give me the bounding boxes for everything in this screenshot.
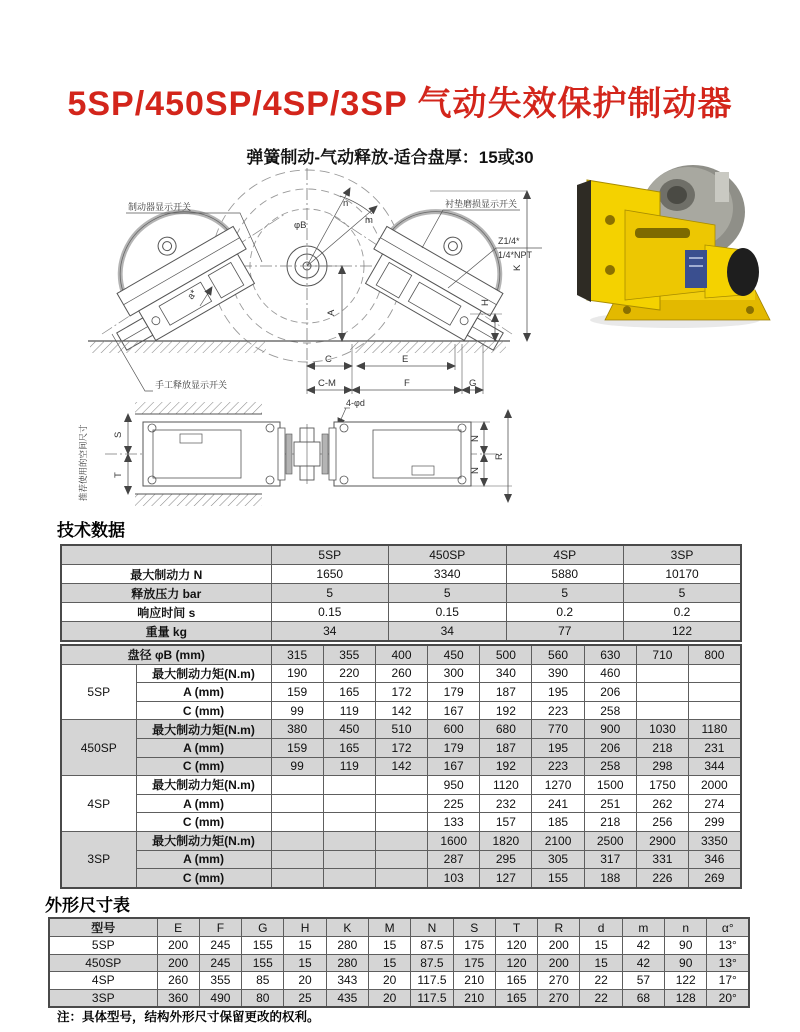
data-cell: 87.5 (411, 954, 453, 972)
data-cell: 120 (495, 954, 537, 972)
disc-data-row (61, 664, 741, 683)
thread-size-line1: Z1/4* (498, 236, 520, 246)
data-cell: 305 (532, 850, 584, 869)
data-cell: 0.15 (271, 603, 389, 622)
data-cell: 190 (271, 664, 323, 683)
disc-data-row (61, 701, 741, 720)
data-cell: 600 (428, 720, 480, 739)
data-cell: 179 (428, 683, 480, 702)
data-cell: 900 (584, 720, 636, 739)
model-label: 3SP (61, 831, 136, 887)
data-cell (375, 869, 427, 888)
column-header: N (411, 918, 453, 937)
data-cell: 103 (428, 869, 480, 888)
data-cell: 159 (271, 738, 323, 757)
column-header: α° (707, 918, 749, 937)
data-cell (375, 794, 427, 813)
dim-data-row (49, 937, 749, 955)
data-cell: 3340 (389, 565, 507, 584)
data-cell: 258 (584, 701, 636, 720)
tech-data-row (61, 584, 741, 603)
brake-engineering-diagram (50, 166, 570, 516)
data-cell: 360 (157, 989, 199, 1007)
data-cell: 287 (428, 850, 480, 869)
disc-data-row (61, 683, 741, 702)
data-cell: 241 (532, 794, 584, 813)
row-label: 释放压力 bar (61, 584, 271, 603)
data-cell (636, 701, 688, 720)
data-cell: 87.5 (411, 937, 453, 955)
data-cell: 280 (326, 954, 368, 972)
column-header: E (157, 918, 199, 937)
data-cell: 317 (584, 850, 636, 869)
data-cell: 185 (532, 813, 584, 832)
left-caliper-view (77, 187, 285, 355)
data-cell: 20° (707, 989, 749, 1007)
disc-data-row (61, 794, 741, 813)
data-cell (375, 813, 427, 832)
param-label: A (mm) (136, 683, 271, 702)
data-cell: 99 (271, 701, 323, 720)
data-cell: 165 (323, 683, 375, 702)
data-cell: 218 (636, 738, 688, 757)
disc-data-row (61, 831, 741, 850)
disc-diameter-header: 盘径 φB (mm) (61, 645, 271, 664)
data-cell (323, 794, 375, 813)
data-cell: 80 (242, 989, 284, 1007)
data-cell (375, 776, 427, 795)
data-cell: 142 (375, 757, 427, 776)
data-cell: 1750 (636, 776, 688, 795)
data-cell: 258 (584, 757, 636, 776)
data-cell: 77 (506, 622, 624, 642)
dim-data-row (49, 972, 749, 990)
data-cell: 251 (584, 794, 636, 813)
data-cell: 175 (453, 954, 495, 972)
dim-A: A (326, 309, 337, 316)
data-cell (271, 813, 323, 832)
data-cell: 5 (271, 584, 389, 603)
data-cell: 950 (428, 776, 480, 795)
data-cell (271, 869, 323, 888)
data-cell: 490 (199, 989, 241, 1007)
data-cell: 355 (199, 972, 241, 990)
data-cell: 127 (480, 869, 532, 888)
data-cell: 155 (532, 869, 584, 888)
param-label: C (mm) (136, 701, 271, 720)
data-cell: 159 (271, 683, 323, 702)
diameter-value: 355 (323, 645, 375, 664)
tech-data-row (61, 603, 741, 622)
data-cell: 20 (368, 989, 410, 1007)
diameter-value: 560 (532, 645, 584, 664)
diameter-value: 800 (689, 645, 741, 664)
column-header: T (495, 918, 537, 937)
data-cell: 232 (480, 794, 532, 813)
model-label: 5SP (61, 664, 136, 720)
model-label: 450SP (61, 720, 136, 776)
data-cell (689, 664, 741, 683)
dim-G: G (469, 378, 477, 389)
page-title: 5SP/450SP/4SP/3SP 气动失效保护制动器 (67, 85, 733, 123)
row-label: 最大制动力 N (61, 565, 271, 584)
data-cell: 460 (584, 664, 636, 683)
data-cell (375, 850, 427, 869)
nameplate (685, 250, 707, 288)
pad-plate (577, 180, 591, 302)
data-cell: 157 (480, 813, 532, 832)
dim-S: S (113, 431, 124, 438)
tech-data-row (61, 622, 741, 642)
brake-product-image (565, 150, 777, 332)
dim-header-row (49, 918, 749, 937)
data-cell: 155 (242, 954, 284, 972)
data-cell: 22 (580, 972, 622, 990)
param-label: 最大制动力矩(N.m) (136, 664, 271, 683)
pad-wear-switch-label: 衬垫磨损显示开关 (445, 199, 518, 209)
diameter-value: 400 (375, 645, 427, 664)
cylinder (727, 248, 759, 296)
data-cell: 223 (532, 757, 584, 776)
dim-N-lower: N (470, 467, 481, 474)
data-cell: 300 (428, 664, 480, 683)
disc-data-row (61, 738, 741, 757)
dim-E: E (402, 354, 409, 365)
data-cell: 1270 (532, 776, 584, 795)
data-cell (323, 850, 375, 869)
param-label: A (mm) (136, 738, 271, 757)
recommended-space-label: 推荐使用的空间尺寸 (78, 424, 88, 501)
data-cell: 344 (689, 757, 741, 776)
column-header: G (242, 918, 284, 937)
dim-C: C (325, 354, 332, 365)
column-header: d (580, 918, 622, 937)
data-cell: 192 (480, 757, 532, 776)
data-cell: 3350 (689, 831, 741, 850)
data-cell: 42 (622, 954, 664, 972)
data-cell (271, 794, 323, 813)
data-cell (323, 813, 375, 832)
dim-data-row (49, 954, 749, 972)
param-label: A (mm) (136, 850, 271, 869)
data-cell: 262 (636, 794, 688, 813)
data-cell (636, 683, 688, 702)
data-cell: 295 (480, 850, 532, 869)
data-cell: 210 (453, 989, 495, 1007)
dim-4d: 4-φd (346, 398, 365, 408)
data-cell: 256 (636, 813, 688, 832)
data-cell: 167 (428, 701, 480, 720)
model-label: 5SP (49, 937, 157, 955)
data-cell: 435 (326, 989, 368, 1007)
data-cell: 206 (584, 738, 636, 757)
data-cell: 34 (271, 622, 389, 642)
tech-header-row (61, 545, 741, 565)
data-cell: 15 (368, 954, 410, 972)
data-cell: 13° (707, 937, 749, 955)
column-header: 3SP (624, 545, 742, 565)
diameter-value: 315 (271, 645, 323, 664)
data-cell: 0.2 (506, 603, 624, 622)
data-cell: 270 (538, 989, 580, 1007)
column-header: 型号 (49, 918, 157, 937)
data-cell: 299 (689, 813, 741, 832)
data-cell: 117.5 (411, 972, 453, 990)
data-cell: 298 (636, 757, 688, 776)
data-cell: 15 (368, 937, 410, 955)
data-cell: 5880 (506, 565, 624, 584)
data-cell: 195 (532, 738, 584, 757)
data-cell (271, 831, 323, 850)
column-header: S (453, 918, 495, 937)
param-label: A (mm) (136, 794, 271, 813)
dim-a-star: a* (185, 288, 200, 302)
disc-data-row (61, 813, 741, 832)
data-cell: 68 (622, 989, 664, 1007)
data-cell: 57 (622, 972, 664, 990)
data-cell: 200 (538, 954, 580, 972)
column-header: F (199, 918, 241, 937)
data-cell: 165 (323, 738, 375, 757)
param-label: C (mm) (136, 869, 271, 888)
param-label: 最大制动力矩(N.m) (136, 720, 271, 739)
dim-R: R (494, 453, 505, 460)
tech-data-table (60, 544, 742, 642)
column-header: m (622, 918, 664, 937)
model-label: 4SP (61, 776, 136, 832)
data-cell: 172 (375, 738, 427, 757)
data-cell (636, 664, 688, 683)
dim-K: K (512, 264, 523, 271)
data-cell: 223 (532, 701, 584, 720)
data-cell: 20 (368, 972, 410, 990)
data-cell: 260 (157, 972, 199, 990)
dim-H: H (480, 299, 491, 306)
data-cell: 2100 (532, 831, 584, 850)
data-cell: 15 (580, 937, 622, 955)
disc-data-row (61, 720, 741, 739)
column-header: K (326, 918, 368, 937)
param-label: 最大制动力矩(N.m) (136, 831, 271, 850)
data-cell: 34 (389, 622, 507, 642)
data-cell: 5 (506, 584, 624, 603)
disc-data-row (61, 757, 741, 776)
column-header: 5SP (271, 545, 389, 565)
data-cell: 2900 (636, 831, 688, 850)
data-cell: 15 (580, 954, 622, 972)
column-header: R (538, 918, 580, 937)
data-cell: 340 (480, 664, 532, 683)
data-cell: 122 (665, 972, 707, 990)
data-cell (323, 869, 375, 888)
data-cell: 1180 (689, 720, 741, 739)
data-cell: 142 (375, 701, 427, 720)
dimension-table-heading: 外形尺寸表 (45, 896, 130, 915)
mounting-surface (88, 341, 510, 353)
disc-data-row (61, 776, 741, 795)
column-header: n (665, 918, 707, 937)
data-cell: 25 (284, 989, 326, 1007)
data-cell: 165 (495, 972, 537, 990)
data-cell: 119 (323, 701, 375, 720)
dimension-table (48, 917, 750, 1008)
data-cell: 90 (665, 954, 707, 972)
data-cell: 13° (707, 954, 749, 972)
data-cell: 117.5 (411, 989, 453, 1007)
diameter-value: 630 (584, 645, 636, 664)
data-cell: 120 (495, 937, 537, 955)
data-cell: 346 (689, 850, 741, 869)
data-cell: 260 (375, 664, 427, 683)
data-cell: 225 (428, 794, 480, 813)
param-label: C (mm) (136, 813, 271, 832)
data-cell: 280 (326, 937, 368, 955)
data-cell: 770 (532, 720, 584, 739)
data-cell (375, 831, 427, 850)
row-label: 响应时间 s (61, 603, 271, 622)
diameter-value: 450 (428, 645, 480, 664)
param-label: 最大制动力矩(N.m) (136, 776, 271, 795)
data-cell: 17° (707, 972, 749, 990)
data-cell: 15 (284, 954, 326, 972)
data-cell: 218 (584, 813, 636, 832)
data-cell: 187 (480, 683, 532, 702)
data-cell: 85 (242, 972, 284, 990)
data-cell: 0.15 (389, 603, 507, 622)
model-label: 3SP (49, 989, 157, 1007)
column-header: 4SP (506, 545, 624, 565)
tech-data-row (61, 565, 741, 584)
data-cell: 172 (375, 683, 427, 702)
product-photo (565, 150, 777, 332)
data-cell: 200 (157, 937, 199, 955)
data-cell: 510 (375, 720, 427, 739)
data-cell: 220 (323, 664, 375, 683)
data-cell: 270 (538, 972, 580, 990)
dim-N-upper: N (470, 435, 481, 442)
data-cell: 331 (636, 850, 688, 869)
data-cell: 1650 (271, 565, 389, 584)
data-cell: 90 (665, 937, 707, 955)
column-header: 450SP (389, 545, 507, 565)
data-cell: 175 (453, 937, 495, 955)
param-label: C (mm) (136, 757, 271, 776)
data-cell: 1820 (480, 831, 532, 850)
data-cell: 165 (495, 989, 537, 1007)
data-cell: 128 (665, 989, 707, 1007)
data-cell: 2000 (689, 776, 741, 795)
thread-size-line2: 1/4*NPT (498, 250, 533, 260)
data-cell (271, 850, 323, 869)
data-cell (323, 831, 375, 850)
data-cell: 20 (284, 972, 326, 990)
data-cell (689, 683, 741, 702)
model-label: 450SP (49, 954, 157, 972)
data-cell: 155 (242, 937, 284, 955)
data-cell: 133 (428, 813, 480, 832)
data-cell (323, 776, 375, 795)
data-cell: 380 (271, 720, 323, 739)
data-cell (689, 701, 741, 720)
data-cell: 10170 (624, 565, 742, 584)
data-cell: 1600 (428, 831, 480, 850)
data-cell: 210 (453, 972, 495, 990)
data-cell: 22 (580, 989, 622, 1007)
data-cell: 195 (532, 683, 584, 702)
data-cell (271, 776, 323, 795)
data-cell: 167 (428, 757, 480, 776)
data-cell: 5 (624, 584, 742, 603)
data-cell: 245 (199, 937, 241, 955)
brake-switch-label: 制动器显示开关 (128, 202, 192, 212)
diameter-value: 500 (480, 645, 532, 664)
dim-T: T (113, 472, 124, 478)
data-cell: 226 (636, 869, 688, 888)
data-cell: 1030 (636, 720, 688, 739)
data-cell: 200 (157, 954, 199, 972)
dim-m: m (365, 215, 373, 226)
footer-note: 注：具体型号，结构外形尺寸保留更改的权利。 (57, 1010, 320, 1024)
data-cell: 119 (323, 757, 375, 776)
data-cell: 245 (199, 954, 241, 972)
column-header: H (284, 918, 326, 937)
dim-CM: C-M (318, 378, 336, 389)
data-cell: 680 (480, 720, 532, 739)
data-cell: 390 (532, 664, 584, 683)
dim-data-row (49, 989, 749, 1007)
data-cell: 187 (480, 738, 532, 757)
data-cell: 206 (584, 683, 636, 702)
data-cell: 1500 (584, 776, 636, 795)
dim-n: n (343, 198, 349, 209)
tech-data-heading: 技术数据 (57, 521, 125, 540)
data-cell: 99 (271, 757, 323, 776)
page-subtitle: 弹簧制动-气动释放-适合盘厚：15或30 (246, 148, 534, 167)
manual-release-switch-label: 手工释放显示开关 (155, 380, 228, 390)
data-cell: 269 (689, 869, 741, 888)
disc-header-row (61, 645, 741, 664)
data-cell: 450 (323, 720, 375, 739)
data-cell: 42 (622, 937, 664, 955)
data-cell: 179 (428, 738, 480, 757)
diameter-value: 710 (636, 645, 688, 664)
row-label: 重量 kg (61, 622, 271, 642)
data-cell: 343 (326, 972, 368, 990)
data-cell: 274 (689, 794, 741, 813)
data-cell: 15 (284, 937, 326, 955)
data-cell: 192 (480, 701, 532, 720)
data-cell: 2500 (584, 831, 636, 850)
column-header (61, 545, 271, 565)
technical-drawing (50, 166, 570, 516)
data-cell: 122 (624, 622, 742, 642)
data-cell: 188 (584, 869, 636, 888)
disc-diameter-table (60, 644, 742, 889)
disc-data-row (61, 869, 741, 888)
model-label: 4SP (49, 972, 157, 990)
data-cell: 1120 (480, 776, 532, 795)
data-cell: 5 (389, 584, 507, 603)
plan-view (78, 398, 512, 506)
data-cell: 0.2 (624, 603, 742, 622)
disc-data-row (61, 850, 741, 869)
column-header: M (368, 918, 410, 937)
data-cell: 231 (689, 738, 741, 757)
dim-phiB: φB (294, 220, 307, 231)
data-cell: 200 (538, 937, 580, 955)
dim-F: F (404, 378, 410, 389)
